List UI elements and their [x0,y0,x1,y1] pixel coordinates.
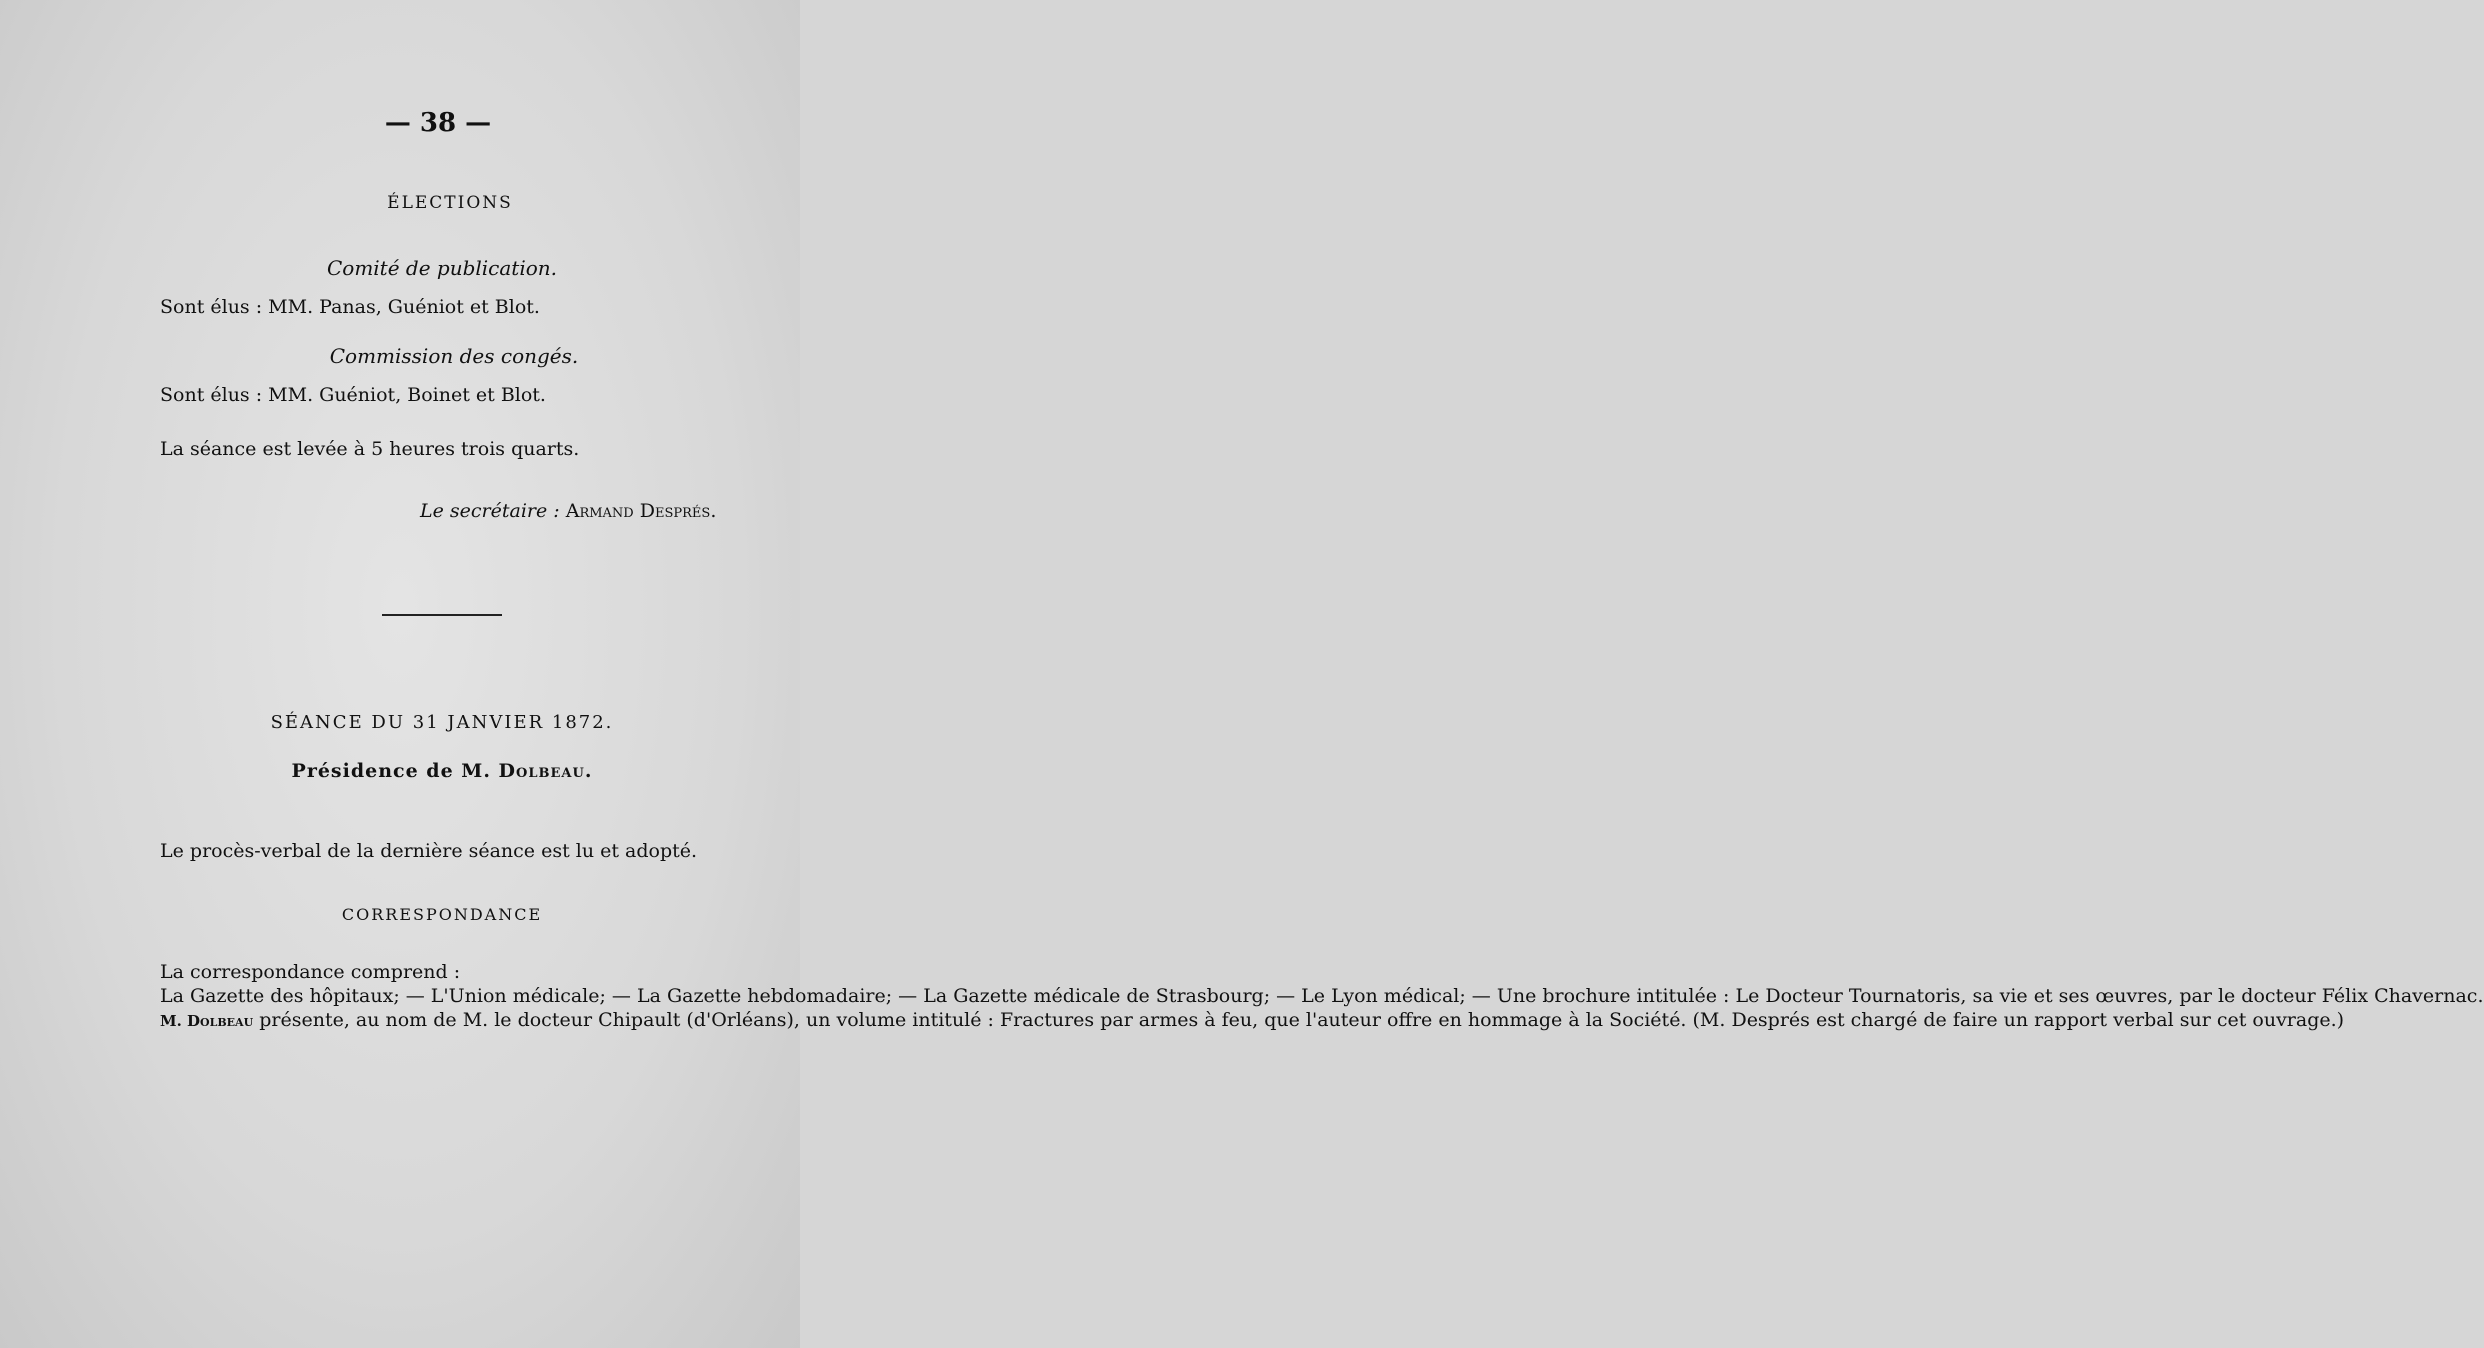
dolbeau-paragraph [138,1008,2345,1033]
conges-elus: Sont élus : MM. Guéniot, Boinet et Blot. [160,384,546,406]
corr-paragraph: La Gazette des hôpitaux; — L'Union médicale; — La Gazette hebdomadaire; — La Gazette médicale de Strasbourg; — Le Lyon médical; — Une brochure intitulée : Le Docteur Tournatoris, sa vie et ses œuvres, par le docteur Félix Chavernac. [160,985,2484,1007]
presidence-label: Présidence de [291,760,462,782]
presidence-name: M. Dolbeau. [461,760,593,782]
corr-intro: La correspondance comprend : [160,961,461,983]
dolbeau-name: M. Dolbeau [160,1012,254,1030]
comite-title: Comité de publication. [326,256,558,280]
proces-verbal: Le procès-verbal de la dernière séance est lu et adopté. [160,840,698,862]
elections-heading: ÉLECTIONS [387,193,513,213]
seance-heading: SÉANCE DU 31 JANVIER 1872. [270,712,614,733]
correspondance-heading: CORRESPONDANCE [341,905,543,924]
seance-levee: La séance est levée à 5 heures trois quarts. [160,438,580,460]
conges-title: Commission des congés. [329,344,579,368]
dolbeau-text: présente, au nom de M. le docteur Chipault (d'Orléans), un volume intitulé : Fractures par armes à feu, que l'auteur offre en hommage à la Société. (M. Després est chargé de faire un rapport verbal sur cet ouvrage.) [253,1009,2345,1031]
page-number: — 38 — [384,108,492,138]
comite-elus: Sont élus : MM. Panas, Guéniot et Blot. [160,296,540,318]
correspondance-body [138,960,2484,1033]
presidence-line [42,760,842,782]
secretaire-signature [420,500,716,522]
secretaire-name: Armand Després. [565,500,717,522]
secretaire-label: Le secrétaire : [420,500,566,522]
divider-rule [382,614,502,616]
